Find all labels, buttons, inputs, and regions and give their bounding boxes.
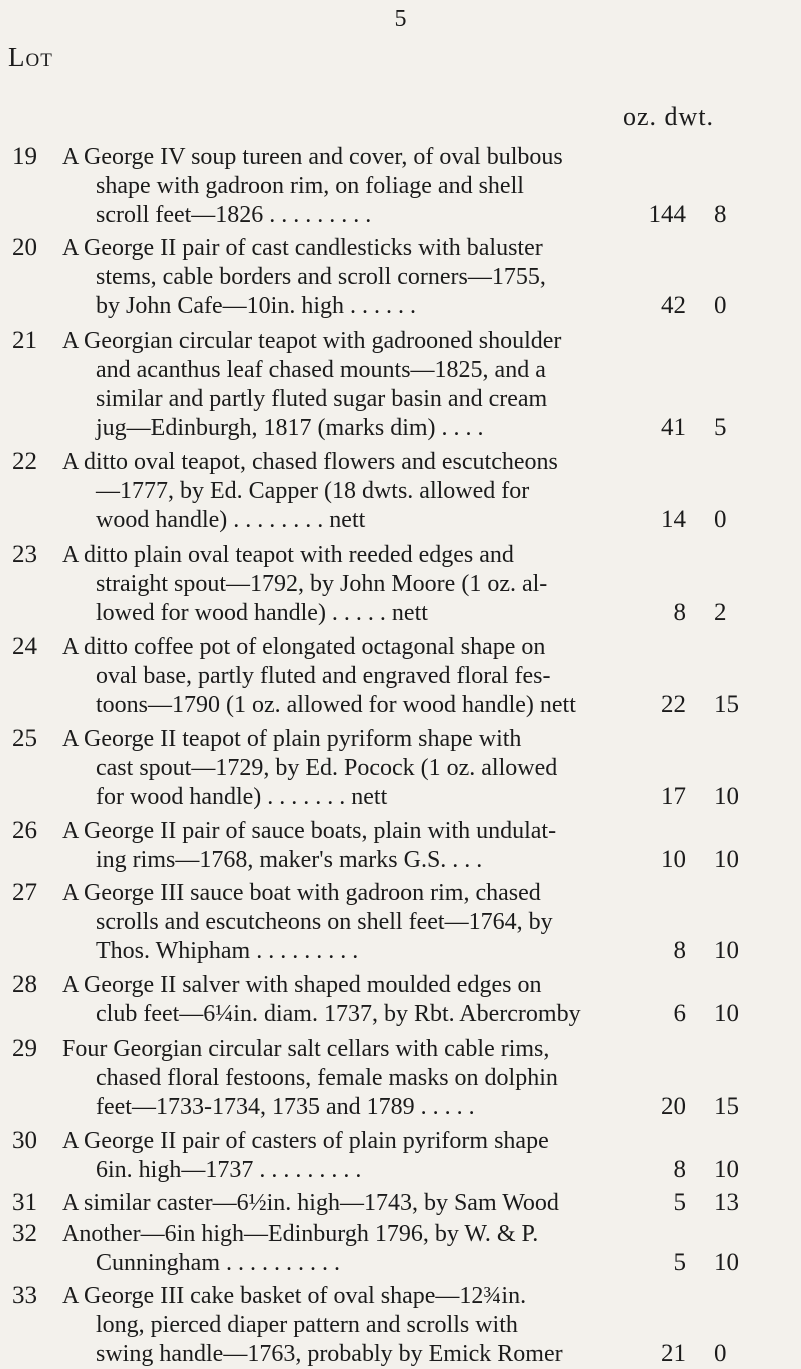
description-line: Another—6in high—Edinburgh 1796, by W. & P. bbox=[62, 1221, 539, 1247]
lot-description bbox=[62, 817, 617, 875]
description-line: A George IV soup tureen and cover, of oval bulbous bbox=[62, 144, 563, 170]
weight-oz: 42 bbox=[661, 292, 686, 319]
description-line: jug—Edinburgh, 1817 (marks dim) . . . . bbox=[96, 415, 484, 441]
lot-number: 21 bbox=[12, 327, 37, 354]
description-line: scroll feet—1826 . . . . . . . . . bbox=[96, 202, 372, 228]
lot-description bbox=[62, 1220, 617, 1278]
description-line: cast spout—1729, by Ed. Pocock (1 oz. allowed bbox=[96, 755, 558, 781]
description-line: oval base, partly fluted and engraved floral fes- bbox=[96, 663, 551, 689]
description-line: by John Cafe—10in. high . . . . . . bbox=[96, 293, 416, 319]
lot-description bbox=[62, 143, 617, 230]
lot-number: 25 bbox=[12, 725, 37, 752]
lot-description bbox=[62, 1127, 617, 1185]
weight-dwt: 10 bbox=[714, 783, 739, 810]
lot-number: 30 bbox=[12, 1127, 37, 1154]
weight-dwt: 8 bbox=[714, 201, 727, 228]
weight-dwt: 15 bbox=[714, 1093, 739, 1120]
lot-number: 26 bbox=[12, 817, 37, 844]
description-line: scrolls and escutcheons on shell feet—1764, by bbox=[96, 909, 553, 935]
description-line: club feet—6¼in. diam. 1737, by Rbt. Abercromby bbox=[96, 1001, 581, 1027]
description-line: straight spout—1792, by John Moore (1 oz. al- bbox=[96, 571, 548, 597]
description-line: A ditto plain oval teapot with reeded edges and bbox=[62, 542, 514, 568]
description-line: A George III sauce boat with gadroon rim, chased bbox=[62, 880, 541, 906]
description-line: 6in. high—1737 . . . . . . . . . bbox=[96, 1157, 362, 1183]
description-line: chased floral festoons, female masks on dolphin bbox=[96, 1065, 558, 1091]
description-line: A George II pair of cast candlesticks with baluster bbox=[62, 235, 543, 261]
lot-number: 20 bbox=[12, 234, 37, 261]
description-line: A George II teapot of plain pyriform shape with bbox=[62, 726, 522, 752]
weight-dwt: 13 bbox=[714, 1189, 739, 1216]
lot-description bbox=[62, 1282, 617, 1369]
lot-description bbox=[62, 1035, 617, 1122]
lot-number: 33 bbox=[12, 1282, 37, 1309]
description-line: A George III cake basket of oval shape—12¾in. bbox=[62, 1283, 527, 1309]
lot-description bbox=[62, 971, 617, 1029]
weight-dwt: 10 bbox=[714, 1156, 739, 1183]
lot-description bbox=[62, 1189, 617, 1218]
weight-oz: 8 bbox=[673, 599, 686, 626]
lot-number: 24 bbox=[12, 633, 37, 660]
description-line: ing rims—1768, maker's marks G.S. . . . bbox=[96, 847, 483, 873]
lot-description bbox=[62, 725, 617, 812]
description-line: similar and partly fluted sugar basin and cream bbox=[96, 386, 548, 412]
weight-oz: 14 bbox=[661, 506, 686, 533]
description-line: wood handle) . . . . . . . . nett bbox=[96, 507, 366, 533]
description-line: A George II pair of casters of plain pyriform shape bbox=[62, 1128, 549, 1154]
weight-oz: 10 bbox=[661, 846, 686, 873]
description-line: A ditto coffee pot of elongated octagonal shape on bbox=[62, 634, 546, 660]
lot-number: 19 bbox=[12, 143, 37, 170]
description-line: shape with gadroon rim, on foliage and shell bbox=[96, 173, 524, 199]
weight-dwt: 0 bbox=[714, 1340, 727, 1367]
lot-number: 29 bbox=[12, 1035, 37, 1062]
description-line: for wood handle) . . . . . . . nett bbox=[96, 784, 388, 810]
lot-number: 27 bbox=[12, 879, 37, 906]
description-line: toons—1790 (1 oz. allowed for wood handle) nett bbox=[96, 692, 576, 718]
weight-oz: 6 bbox=[673, 1000, 686, 1027]
lot-description bbox=[62, 448, 617, 535]
lot-description bbox=[62, 327, 617, 443]
weight-oz: 22 bbox=[661, 691, 686, 718]
weight-dwt: 5 bbox=[714, 414, 727, 441]
lot-description bbox=[62, 633, 617, 720]
weight-oz: 41 bbox=[661, 414, 686, 441]
weight-oz: 17 bbox=[661, 783, 686, 810]
page-number: 5 bbox=[394, 6, 407, 32]
description-line: swing handle—1763, probably by Emick Romer bbox=[96, 1341, 563, 1367]
weight-oz: 5 bbox=[673, 1189, 686, 1216]
lot-description bbox=[62, 541, 617, 628]
weight-dwt: 10 bbox=[714, 1000, 739, 1027]
lot-number: 32 bbox=[12, 1220, 37, 1247]
description-line: —1777, by Ed. Capper (18 dwts. allowed for bbox=[96, 478, 530, 504]
lot-description bbox=[62, 879, 617, 966]
weight-dwt: 15 bbox=[714, 691, 739, 718]
description-line: A George II pair of sauce boats, plain with undulat- bbox=[62, 818, 557, 844]
weight-oz: 5 bbox=[673, 1249, 686, 1276]
lot-number: 31 bbox=[12, 1189, 37, 1216]
lot-number: 22 bbox=[12, 448, 37, 475]
weight-oz: 8 bbox=[673, 937, 686, 964]
weight-column-header: oz. dwt. bbox=[623, 102, 715, 131]
weight-oz: 21 bbox=[661, 1340, 686, 1367]
lot-column-header: Lot bbox=[8, 42, 53, 72]
description-line: Four Georgian circular salt cellars with cable rims, bbox=[62, 1036, 550, 1062]
description-line: and acanthus leaf chased mounts—1825, and a bbox=[96, 357, 546, 383]
description-line: lowed for wood handle) . . . . . nett bbox=[96, 600, 428, 626]
weight-dwt: 2 bbox=[714, 599, 727, 626]
description-line: A Georgian circular teapot with gadrooned shoulder bbox=[62, 328, 562, 354]
weight-dwt: 0 bbox=[714, 506, 727, 533]
description-line: feet—1733-1734, 1735 and 1789 . . . . . bbox=[96, 1094, 475, 1120]
weight-oz: 8 bbox=[673, 1156, 686, 1183]
weight-dwt: 10 bbox=[714, 846, 739, 873]
weight-dwt: 0 bbox=[714, 292, 727, 319]
weight-oz: 20 bbox=[661, 1093, 686, 1120]
description-line: A George II salver with shaped moulded edges on bbox=[62, 972, 542, 998]
weight-dwt: 10 bbox=[714, 937, 739, 964]
lot-number: 23 bbox=[12, 541, 37, 568]
description-line: stems, cable borders and scroll corners—1755, bbox=[96, 264, 546, 290]
weight-oz: 144 bbox=[648, 201, 686, 228]
weight-dwt: 10 bbox=[714, 1249, 739, 1276]
description-line: long, pierced diaper pattern and scrolls with bbox=[96, 1312, 518, 1338]
description-line: Thos. Whipham . . . . . . . . . bbox=[96, 938, 359, 964]
description-line: A similar caster—6½in. high—1743, by Sam Wood bbox=[62, 1190, 559, 1216]
lot-number: 28 bbox=[12, 971, 37, 998]
description-line: A ditto oval teapot, chased flowers and escutcheons bbox=[62, 449, 558, 475]
lot-description bbox=[62, 234, 617, 321]
description-line: Cunningham . . . . . . . . . . bbox=[96, 1250, 340, 1276]
